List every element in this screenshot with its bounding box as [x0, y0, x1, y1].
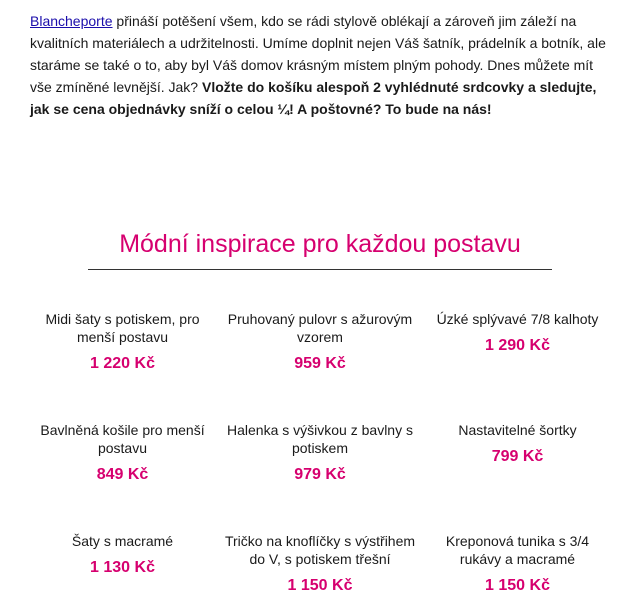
brand-link[interactable]: Blancheporte — [30, 13, 113, 29]
intro-bold-text: Vložte do košíku alespoň 2 vyhlédnuté srdcovky a sledujte, jak se cena objednávky sníží o celou ¼! A poštovné? To bude na nás! — [30, 79, 597, 117]
section-title: Módní inspirace pro každou postavu — [119, 230, 521, 258]
product-price: 1 150 Kč — [287, 577, 353, 594]
product-card[interactable] — [425, 302, 610, 413]
product-price: 849 Kč — [96, 466, 149, 483]
product-price: 1 290 Kč — [485, 337, 550, 354]
product-card[interactable] — [30, 413, 215, 524]
product-price: 799 Kč — [491, 448, 544, 465]
product-name: Šaty s macramé — [71, 533, 174, 549]
intro-text: přináší potěšení všem, kdo se rádi stylově oblékají a zároveň jim záleží na kvalitních materiálech a udržitelnosti. Umíme doplnit nejen Váš šatník, prádelník a botník, ale staráme se také o to, aby byl Váš domov krásným místem plným pohody. Dnes můžete mít vše zmíněné levnější. Jak? — [30, 13, 606, 95]
product-name: Bavlněná košile pro menší postavu — [40, 422, 205, 456]
product-card[interactable] — [215, 524, 425, 600]
product-card[interactable] — [425, 413, 610, 524]
product-price: 1 150 Kč — [485, 577, 550, 594]
product-name: Nastavitelné šortky — [458, 422, 577, 438]
title-divider — [88, 269, 552, 270]
product-card[interactable] — [30, 302, 215, 413]
product-card[interactable] — [425, 524, 610, 600]
product-card[interactable] — [30, 524, 215, 600]
product-price: 959 Kč — [294, 355, 346, 372]
product-name: Midi šaty s potiskem, pro menší postavu — [45, 311, 200, 345]
product-price: 1 130 Kč — [90, 559, 155, 576]
intro-paragraph — [30, 10, 610, 120]
product-name: Pruhovaný pulovr s ažurovým vzorem — [227, 311, 413, 345]
product-name: Úzké splývavé 7/8 kalhoty — [436, 311, 599, 327]
product-grid — [30, 302, 610, 600]
product-price: 1 220 Kč — [90, 355, 155, 372]
product-card[interactable] — [215, 413, 425, 524]
product-card[interactable] — [215, 302, 425, 413]
product-name: Tričko na knoflíčky s výstřihem do V, s potiskem třešní — [224, 533, 416, 567]
product-name: Halenka s výšivkou z bavlny s potiskem — [227, 422, 413, 456]
product-price: 979 Kč — [294, 466, 346, 483]
product-name: Kreponová tunika s 3/4 rukávy a macramé — [445, 533, 590, 567]
